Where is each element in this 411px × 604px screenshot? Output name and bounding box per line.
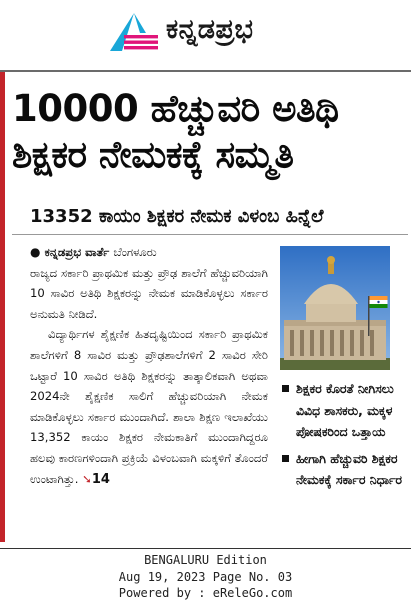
masthead	[0, 0, 411, 68]
footer	[0, 552, 411, 602]
article-paragraph-2-text: ವಿದ್ಯಾರ್ಥಿಗಳ ಶೈಕ್ಷಣಿಕ ಹಿತದೃಷ್ಟಿಯಿಂದ ಸರ್ಕಾರಿ ಪ್ರಾಥಮಿಕ ಶಾಲೆಗಳಿಗೆ 8 ಸಾವಿರ ಮತ್ತು ಪ್ರೌಢಶಾಲೆಗಳಿಗೆ 2 ಸಾವಿರ ಸೇರಿ ಒಟ್ಟಾರೆ 10 ಸಾವಿರ ಅತಿಥಿ ಶಿಕ್ಷಕರನ್ನು ತಾತ್ಕಾಲಿಕವಾಗಿ ಅಥವಾ 2024ನೇ ಶೈಕ್ಷಣಿಕ ಸಾಲಿಗೆ ಹೆಚ್ಚುವರಿಯಾಗಿ ನೇಮಕ ಮಾಡಿಕೊಳ್ಳಲು ಸರ್ಕಾರ ಮುಂದಾಗಿದೆ. ಶಾಲಾ ಶಿಕ್ಷಣ ಇಲಾಖೆಯು 13,352 ಕಾಯಂ ಶಿಕ್ಷಕರ ನೇಮಕಾತಿಗೆ ಮುಂದಾಗಿದ್ದರೂ ಹಲವು ಕಾರಣಗಳಿಂದಾಗಿ ಪ್ರಕ್ರಿಯೆ ವಿಳಂಬವಾಗಿ ಮಕ್ಕಳಿಗೆ ತೊಂದರೆ ಉಂಟಾಗಿತ್ತು.	[30, 327, 268, 486]
article-paragraph-2	[30, 324, 268, 490]
highlight-text: ಹೀಗಾಗಿ ಹೆಚ್ಚುವರಿ ಶಿಕ್ಷಕರ ನೇಮಕಕ್ಕೆ ಸರ್ಕಾರ ನಿರ್ಧಾರ	[296, 450, 402, 487]
footer-powered-by[interactable]: Powered by : eReleGo.com	[118, 586, 293, 600]
continuation-page[interactable]: 14	[91, 471, 110, 487]
dateline	[30, 242, 268, 263]
highlight-item	[282, 378, 406, 443]
bullet-icon: ●	[30, 245, 45, 259]
headline-line-1: 10000 ಹೆಚ್ಚುವರಿ ಅತಿಥಿ	[12, 87, 339, 130]
vidhana-soudha-photo	[280, 246, 390, 370]
subheadline-divider	[12, 234, 408, 235]
footer-edition: BENGALURU Edition	[144, 553, 267, 567]
subheadline: 13352 ಕಾಯಂ ಶಿಕ್ಷಕರ ನೇಮಕ ವಿಳಂಬ ಹಿನ್ನೆಲೆ	[30, 206, 324, 227]
continuation-arrow-icon: ➘	[82, 471, 92, 486]
highlights-sidebar	[282, 378, 406, 496]
masthead-divider	[0, 70, 411, 72]
headline	[12, 86, 408, 179]
dateline-place: ಬೆಂಗಳೂರು	[113, 245, 157, 259]
footer-divider	[0, 548, 411, 549]
headline-line-2: ಶಿಕ್ಷಕರ ನೇಮಕಕ್ಕೆ ಸಮ್ಮತಿ	[12, 133, 294, 177]
article-paragraph-1: ರಾಜ್ಯದ ಸರ್ಕಾರಿ ಪ್ರಾಥಮಿಕ ಮತ್ತು ಪ್ರೌಢ ಶಾಲೆಗೆ ಹೆಚ್ಚುವರಿಯಾಗಿ 10 ಸಾವಿರ ಅತಿಥಿ ಶಿಕ್ಷಕರನ್ನು ನೇಮಕ ಮಾಡಿಕೊಳ್ಳಲು ಸರ್ಕಾರ ಅನುಮತಿ ನೀಡಿದೆ.	[30, 265, 268, 321]
triangle-stripes-logo-icon	[108, 11, 160, 55]
highlight-text: ಶಿಕ್ಷಕರ ಕೊರತೆ ನೀಗಿಸಲು ವಿವಿಧ ಶಾಸಕರು, ಮಕ್ಕಳ ಪೋಷಕರಿಂದ ಒತ್ತಾಯ	[296, 381, 394, 439]
footer-date-page: Aug 19, 2023 Page No. 03	[118, 569, 293, 584]
square-bullet-icon	[282, 385, 289, 392]
highlight-item	[282, 448, 406, 491]
masthead-title: ಕನ್ನಡಪ್ರಭ	[166, 14, 254, 45]
building-photo-icon	[280, 246, 390, 370]
page-edge-strip	[0, 72, 5, 542]
dateline-source: ಕನ್ನಡಪ್ರಭ ವಾರ್ತೆ	[44, 245, 110, 259]
article-body	[30, 242, 268, 490]
square-bullet-icon	[282, 455, 289, 462]
